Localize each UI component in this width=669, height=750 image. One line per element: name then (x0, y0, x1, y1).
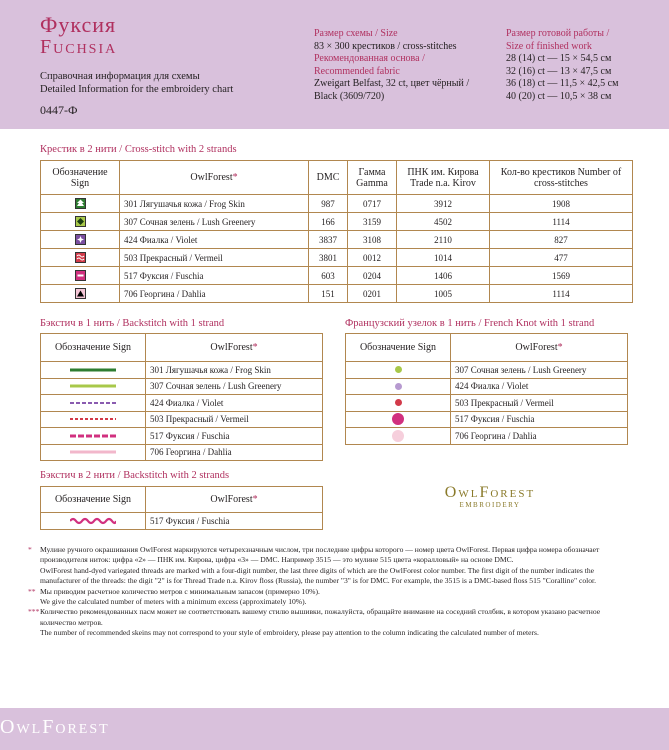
subtitle-en: Detailed Information for the embroidery chart (40, 84, 234, 95)
owlforest-name: 307 Сочная зелень / Lush Greenery (120, 213, 309, 231)
fabric-label-ru: Рекомендованная основа / (314, 53, 425, 64)
backstitch2-table (40, 486, 323, 530)
knot-dot (395, 366, 402, 373)
backstitch1-title: Бэкстич в 1 нить / Backstitch with 1 strand (40, 318, 225, 329)
table-row (41, 411, 323, 428)
col-kirov: ПНК им. Кирова Trade n.a. Kirov (397, 161, 490, 195)
knot-dot (395, 399, 402, 406)
gamma-value: 0012 (348, 249, 397, 267)
scheme-size-label: Размер схемы / Size (314, 28, 398, 39)
dmc-value: 3837 (309, 231, 348, 249)
count-value: 1114 (490, 213, 633, 231)
title-en: Fuchsia (40, 36, 118, 58)
footnote-ru: Мы приводим расчетное количество метров с минимальным запасом (примерно 10%). (40, 586, 320, 596)
owlforest-name: 503 Прекрасный / Vermeil (451, 395, 628, 412)
finished-label-ru: Размер готовой работы / (506, 28, 610, 39)
knot-dot (395, 383, 402, 390)
triangle-symbol-icon (75, 288, 86, 299)
owlforest-name: 503 Прекрасный / Vermeil (146, 411, 323, 428)
col-sign: Обозначение Sign (346, 334, 451, 362)
footnote-marker: * (28, 545, 32, 554)
cross-stitch-table (40, 160, 633, 303)
table-row (41, 249, 633, 267)
col-gamma: Гамма Gamma (348, 161, 397, 195)
owlforest-name: 517 Фуксия / Fuschia (120, 267, 309, 285)
table-row (346, 428, 628, 445)
dotted-line-swatch (70, 416, 116, 422)
footnote-en: The number of recommended skeins may not correspond to your style of embroidery, please pay attention to the column indicating the calculated number of meters. (40, 628, 539, 638)
table-row (41, 428, 323, 445)
french-knot-title: Французский узелок в 1 нить / French Knot with 1 strand (345, 318, 595, 329)
table-row (41, 231, 633, 249)
table-row (41, 195, 633, 213)
footnote-ru: Мулине ручного окрашивания OwlForest маркируются четырехзначным числом, три последние цифры которого — номер цвета OwlForest. Первая цифра номера обозначает производителя ниток: цифра «2» — ПНК им. Кирова, цифра «3» — DMC. Например 3515 — это мулине 515 цвета «коралловый» на основе DMC. (40, 545, 600, 565)
footnote-marker: *** (28, 607, 40, 617)
kirov-value: 1005 (397, 285, 490, 303)
kirov-value: 2110 (397, 231, 490, 249)
title-ru: Фуксия (40, 12, 117, 37)
footnote-en: We give the calculated number of meters with a minimum excess (approximately 10%). (40, 597, 307, 607)
col-owlforest: OwlForest* (146, 487, 323, 513)
owlforest-name: 301 Лягушачья кожа / Frog Skin (120, 195, 309, 213)
fabric-value: Zweigart Belfast, 32 ct, цвет чёрный / Black (3609/720) (314, 78, 470, 102)
dotted-line-swatch (70, 400, 116, 406)
flower-symbol-icon (75, 234, 86, 245)
solid-line-swatch (70, 449, 116, 455)
kirov-value: 1406 (397, 267, 490, 285)
owlforest-logo (435, 484, 545, 509)
gamma-value: 0717 (348, 195, 397, 213)
table-row (346, 378, 628, 395)
owlforest-name: 307 Сочная зелень / Lush Greenery (146, 378, 323, 395)
logo-tagline: EMBROIDERY (459, 501, 521, 509)
dmc-value: 3801 (309, 249, 348, 267)
dmc-value: 603 (309, 267, 348, 285)
owlforest-name: 706 Георгина / Dahlia (146, 444, 323, 461)
gamma-value: 3159 (348, 213, 397, 231)
table-row (41, 395, 323, 412)
kirov-value: 3912 (397, 195, 490, 213)
backstitch1-table (40, 333, 323, 461)
french-knot-table (345, 333, 628, 445)
table-row (346, 362, 628, 379)
owlforest-name: 517 Фуксия / Fuschia (451, 411, 628, 428)
col-sign: Обозначение Sign (41, 334, 146, 362)
scheme-info (314, 28, 494, 103)
subtitle-ru: Справочная информация для схемы (40, 71, 200, 82)
kirov-value: 1014 (397, 249, 490, 267)
gamma-value: 0204 (348, 267, 397, 285)
owlforest-name: 503 Прекрасный / Vermeil (120, 249, 309, 267)
owlforest-name: 307 Сочная зелень / Lush Greenery (451, 362, 628, 379)
table-row (346, 411, 628, 428)
cross-stitch-title: Крестик в 2 нити / Cross-stitch with 2 strands (40, 144, 237, 155)
dmc-value: 987 (309, 195, 348, 213)
count-value: 1569 (490, 267, 633, 285)
owlforest-name: 424 Фиалка / Violet (146, 395, 323, 412)
dmc-value: 166 (309, 213, 348, 231)
footnote-ru: Количество рекомендованных пасм может не соответствовать вашему стилю вышивки, пожалуйста, обращайте внимание на соседний столбик, в котором указано расчетное количество метров. (40, 607, 601, 627)
table-row (41, 378, 323, 395)
wavy-line-swatch (70, 517, 116, 525)
finished-size: 36 (18) ct — 11,5 × 42,5 см (506, 78, 619, 89)
gamma-value: 3108 (348, 231, 397, 249)
finished-size: 28 (14) ct — 15 × 54,5 см (506, 53, 612, 64)
count-value: 1114 (490, 285, 633, 303)
solid-line-swatch (70, 383, 116, 389)
col-owlforest: OwlForest* (451, 334, 628, 362)
finished-size: 32 (16) ct — 13 × 47,5 см (506, 65, 612, 77)
owlforest-name: 517 Фуксия / Fuschia (146, 513, 323, 530)
tree-symbol-icon (75, 198, 86, 209)
dashed-line-swatch (70, 433, 116, 439)
owlforest-name: 424 Фиалка / Violet (451, 378, 628, 395)
table-row (41, 513, 323, 530)
knot-dot (392, 430, 404, 442)
wave-symbol-icon (75, 252, 86, 263)
footnotes (28, 545, 630, 639)
owlforest-name: 517 Фуксия / Fuschia (146, 428, 323, 445)
dmc-value: 151 (309, 285, 348, 303)
footnote-en: OwlForest hand-dyed variegated threads are marked with a four-digit number, the last three digits of which are the OwlForest color number. The first digit of the number indicates the manufacturer of the threads: the digit "2" is for Thread Trade n.a. Kirov floss (Russia), the number "3" is for DMC. For example, the 3515 is a DMC-based floss 515 "Coralline" color. (40, 565, 597, 586)
col-owlforest: OwlForest* (120, 161, 309, 195)
col-dmc: DMC (309, 161, 348, 195)
dash-symbol-icon (75, 270, 86, 281)
table-row (41, 213, 633, 231)
owlforest-name: 301 Лягушачья кожа / Frog Skin (146, 362, 323, 379)
gamma-value: 0201 (348, 285, 397, 303)
owlforest-name: 424 Фиалка / Violet (120, 231, 309, 249)
finished-size: 40 (20) ct — 10,5 × 38 см (506, 90, 612, 102)
owlforest-name: 706 Георгина / Dahlia (451, 428, 628, 445)
knot-dot (392, 413, 404, 425)
footer-logo: OwlForest (0, 716, 110, 738)
lozenge-symbol-icon (75, 216, 86, 227)
col-owlforest: OwlForest* (146, 334, 323, 362)
table-row (346, 395, 628, 412)
table-row (41, 285, 633, 303)
solid-line-swatch (70, 367, 116, 373)
table-row (41, 362, 323, 379)
table-row (41, 444, 323, 461)
fabric-label-en: Recommended fabric (314, 65, 400, 77)
scheme-size-value: 83 × 300 крестиков / cross-stitches (314, 40, 457, 52)
col-sign: Обозначение Sign (41, 161, 120, 195)
count-value: 477 (490, 249, 633, 267)
finished-label-en: Size of finished work (506, 40, 592, 52)
finished-info (506, 28, 666, 103)
footnote-marker: ** (28, 586, 36, 596)
owlforest-name: 706 Георгина / Dahlia (120, 285, 309, 303)
logo-text: OwlForest (444, 484, 536, 501)
table-row (41, 267, 633, 285)
chart-code: 0447-Ф (40, 103, 78, 117)
col-sign: Обозначение Sign (41, 487, 146, 513)
col-count: Кол-во крестиков Number of cross-stitches (490, 161, 633, 195)
count-value: 1908 (490, 195, 633, 213)
backstitch2-title: Бэкстич в 2 нити / Backstitch with 2 strands (40, 470, 230, 481)
count-value: 827 (490, 231, 633, 249)
kirov-value: 4502 (397, 213, 490, 231)
